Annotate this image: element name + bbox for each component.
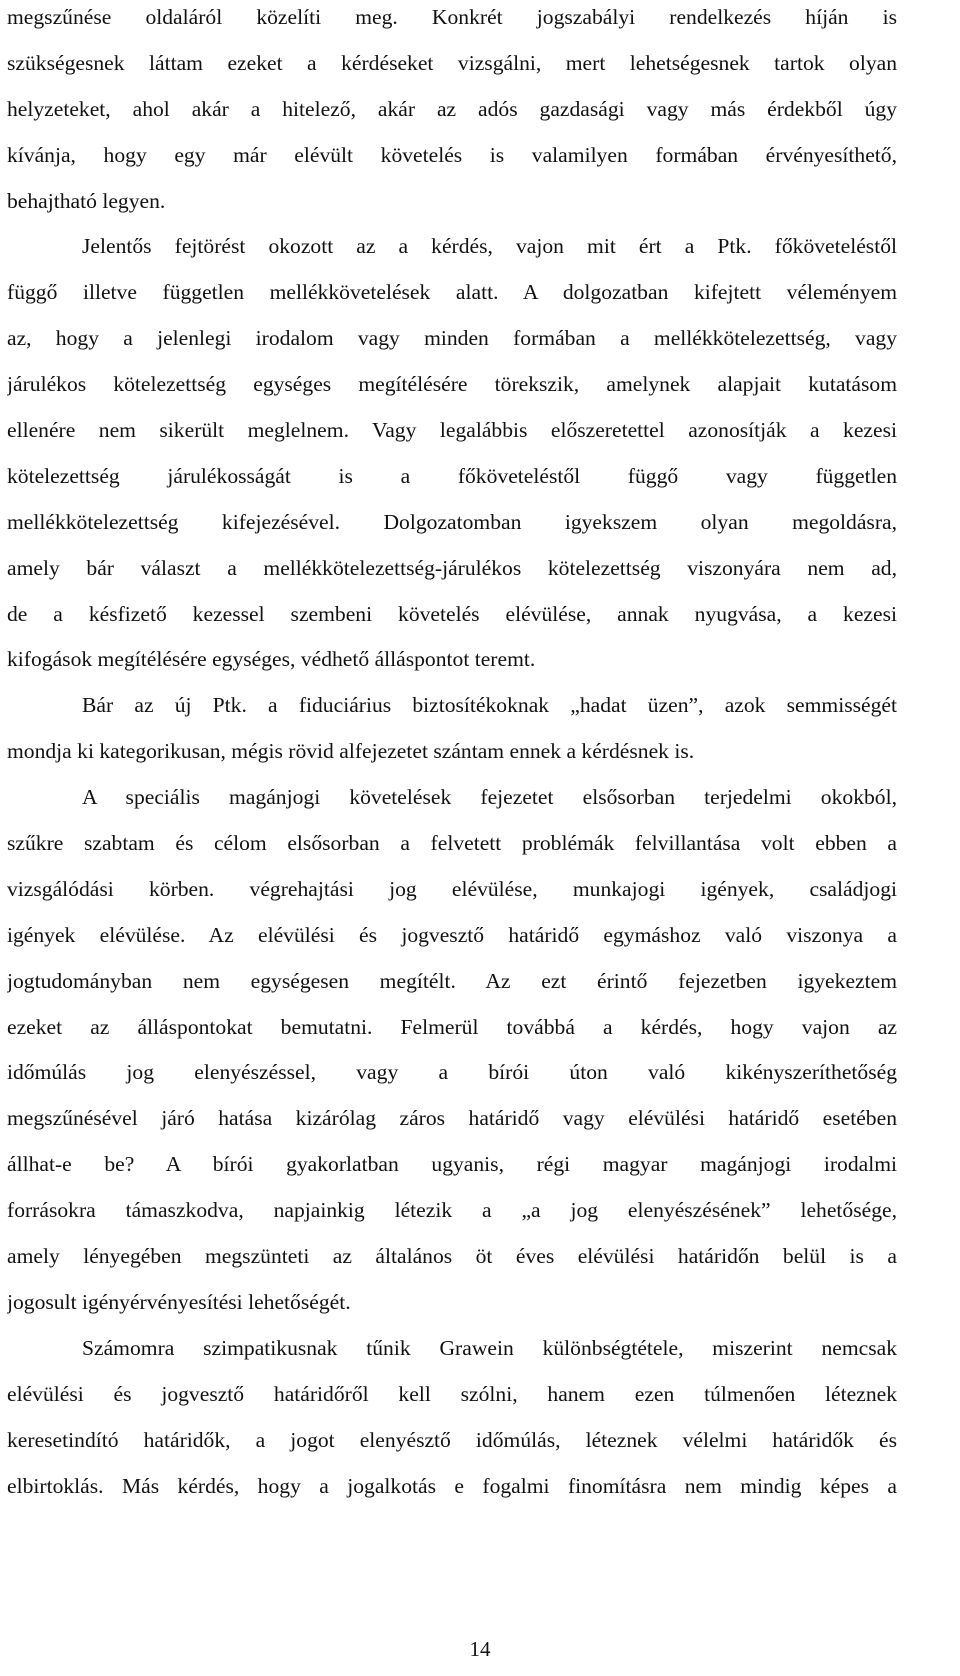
page-number: 14 <box>469 1637 491 1661</box>
text-line: jogtudományban nem egységesen megítélt. Az ezt érintő fejezetben igyekeztem <box>7 968 897 993</box>
text-line: járulékos kötelezettség egységes megítélésére törekszik, amelynek alapjait kutatásom <box>7 372 897 397</box>
text-line: Jelentős fejtörést okozott az a kérdés, vajon mit ért a Ptk. főköveteléstől <box>82 234 897 259</box>
text-line: megszűnésével járó hatása kizárólag záros határidő vagy elévülési határidő esetében <box>7 1106 897 1131</box>
text-line: Számomra szimpatikusnak tűnik Grawein különbségtétele, miszerint nemcsak <box>82 1335 897 1360</box>
text-line: vizsgálódási körben. végrehajtási jog elévülése, munkajogi igények, családjogi <box>7 876 897 901</box>
text-line: az, hogy a jelenlegi irodalom vagy minden formában a mellékkötelezettség, vagy <box>7 326 897 351</box>
text-line: kötelezettség járulékosságát is a főköveteléstől függő vagy független <box>7 463 897 488</box>
text-line: amely lényegében megszünteti az általános öt éves elévülési határidőn belül is a <box>7 1244 897 1269</box>
text-line: kifogások megítélésére egységes, védhető álláspontot teremt. <box>7 647 536 672</box>
text-line: szűkre szabtam és célom elsősorban a felvetett problémák felvillantása volt ebben a <box>7 831 897 856</box>
text-line: igények elévülése. Az elévülési és jogvesztő határidő egymáshoz való viszonya a <box>7 922 897 947</box>
text-line: jogosult igényérvényesítési lehetőségét. <box>7 1289 351 1314</box>
text-line: forrásokra támaszkodva, napjainkig létezik a „a jog elenyészésének” lehetősége, <box>7 1198 897 1223</box>
text-line: ellenére nem sikerült meglelnem. Vagy legalábbis előszeretettel azonosítják a kezesi <box>7 418 897 443</box>
text-line: ezeket az álláspontokat bemutatni. Felmerül továbbá a kérdés, hogy vajon az <box>7 1014 897 1039</box>
body-text <box>7 0 897 1509</box>
text-line: elbirtoklás. Más kérdés, hogy a jogalkotás e fogalmi finomításra nem mindig képes a <box>7 1473 897 1498</box>
text-line: időmúlás jog elenyészéssel, vagy a bírói úton való kikényszeríthetőség <box>7 1060 897 1085</box>
text-line: megszűnése oldaláról közelíti meg. Konkrét jogszabályi rendelkezés híján is <box>7 5 897 29</box>
text-line: elévülési és jogvesztő határidőről kell szólni, hanem ezen túlmenően léteznek <box>7 1381 897 1406</box>
text-line: kívánja, hogy egy már elévült követelés is valamilyen formában érvényesíthető, <box>7 142 897 167</box>
text-line: amely bár választ a mellékkötelezettség-járulékos kötelezettség viszonyára nem ad, <box>7 555 897 580</box>
text-line: Bár az új Ptk. a fiduciárius biztosítékoknak „hadat üzen”, azok semmisségét <box>82 693 897 718</box>
text-line: de a késfizető kezessel szembeni követelés elévülése, annak nyugvása, a kezesi <box>7 601 897 626</box>
text-line: szükségesnek láttam ezeket a kérdéseket vizsgálni, mert lehetségesnek tartok olyan <box>7 50 897 75</box>
text-line: A speciális magánjogi követelések fejezetet elsősorban terjedelmi okokból, <box>82 785 897 810</box>
text-line: függő illetve független mellékkövetelések alatt. A dolgozatban kifejtett véleményem <box>7 280 897 305</box>
text-line: mellékkötelezettség kifejezésével. Dolgozatomban igyekszem olyan megoldásra, <box>7 509 897 534</box>
text-line: állhat-e be? A bírói gyakorlatban ugyanis, régi magyar magánjogi irodalmi <box>7 1152 897 1177</box>
text-line: helyzeteket, ahol akár a hitelező, akár az adós gazdasági vagy más érdekből úgy <box>7 96 897 121</box>
text-line: keresetindító határidők, a jogot elenyésztő időmúlás, léteznek vélelmi határidők és <box>7 1427 897 1452</box>
text-line: mondja ki kategorikusan, mégis rövid alfejezetet szántam ennek a kérdésnek is. <box>7 739 695 764</box>
text-line: behajtható legyen. <box>7 188 166 213</box>
